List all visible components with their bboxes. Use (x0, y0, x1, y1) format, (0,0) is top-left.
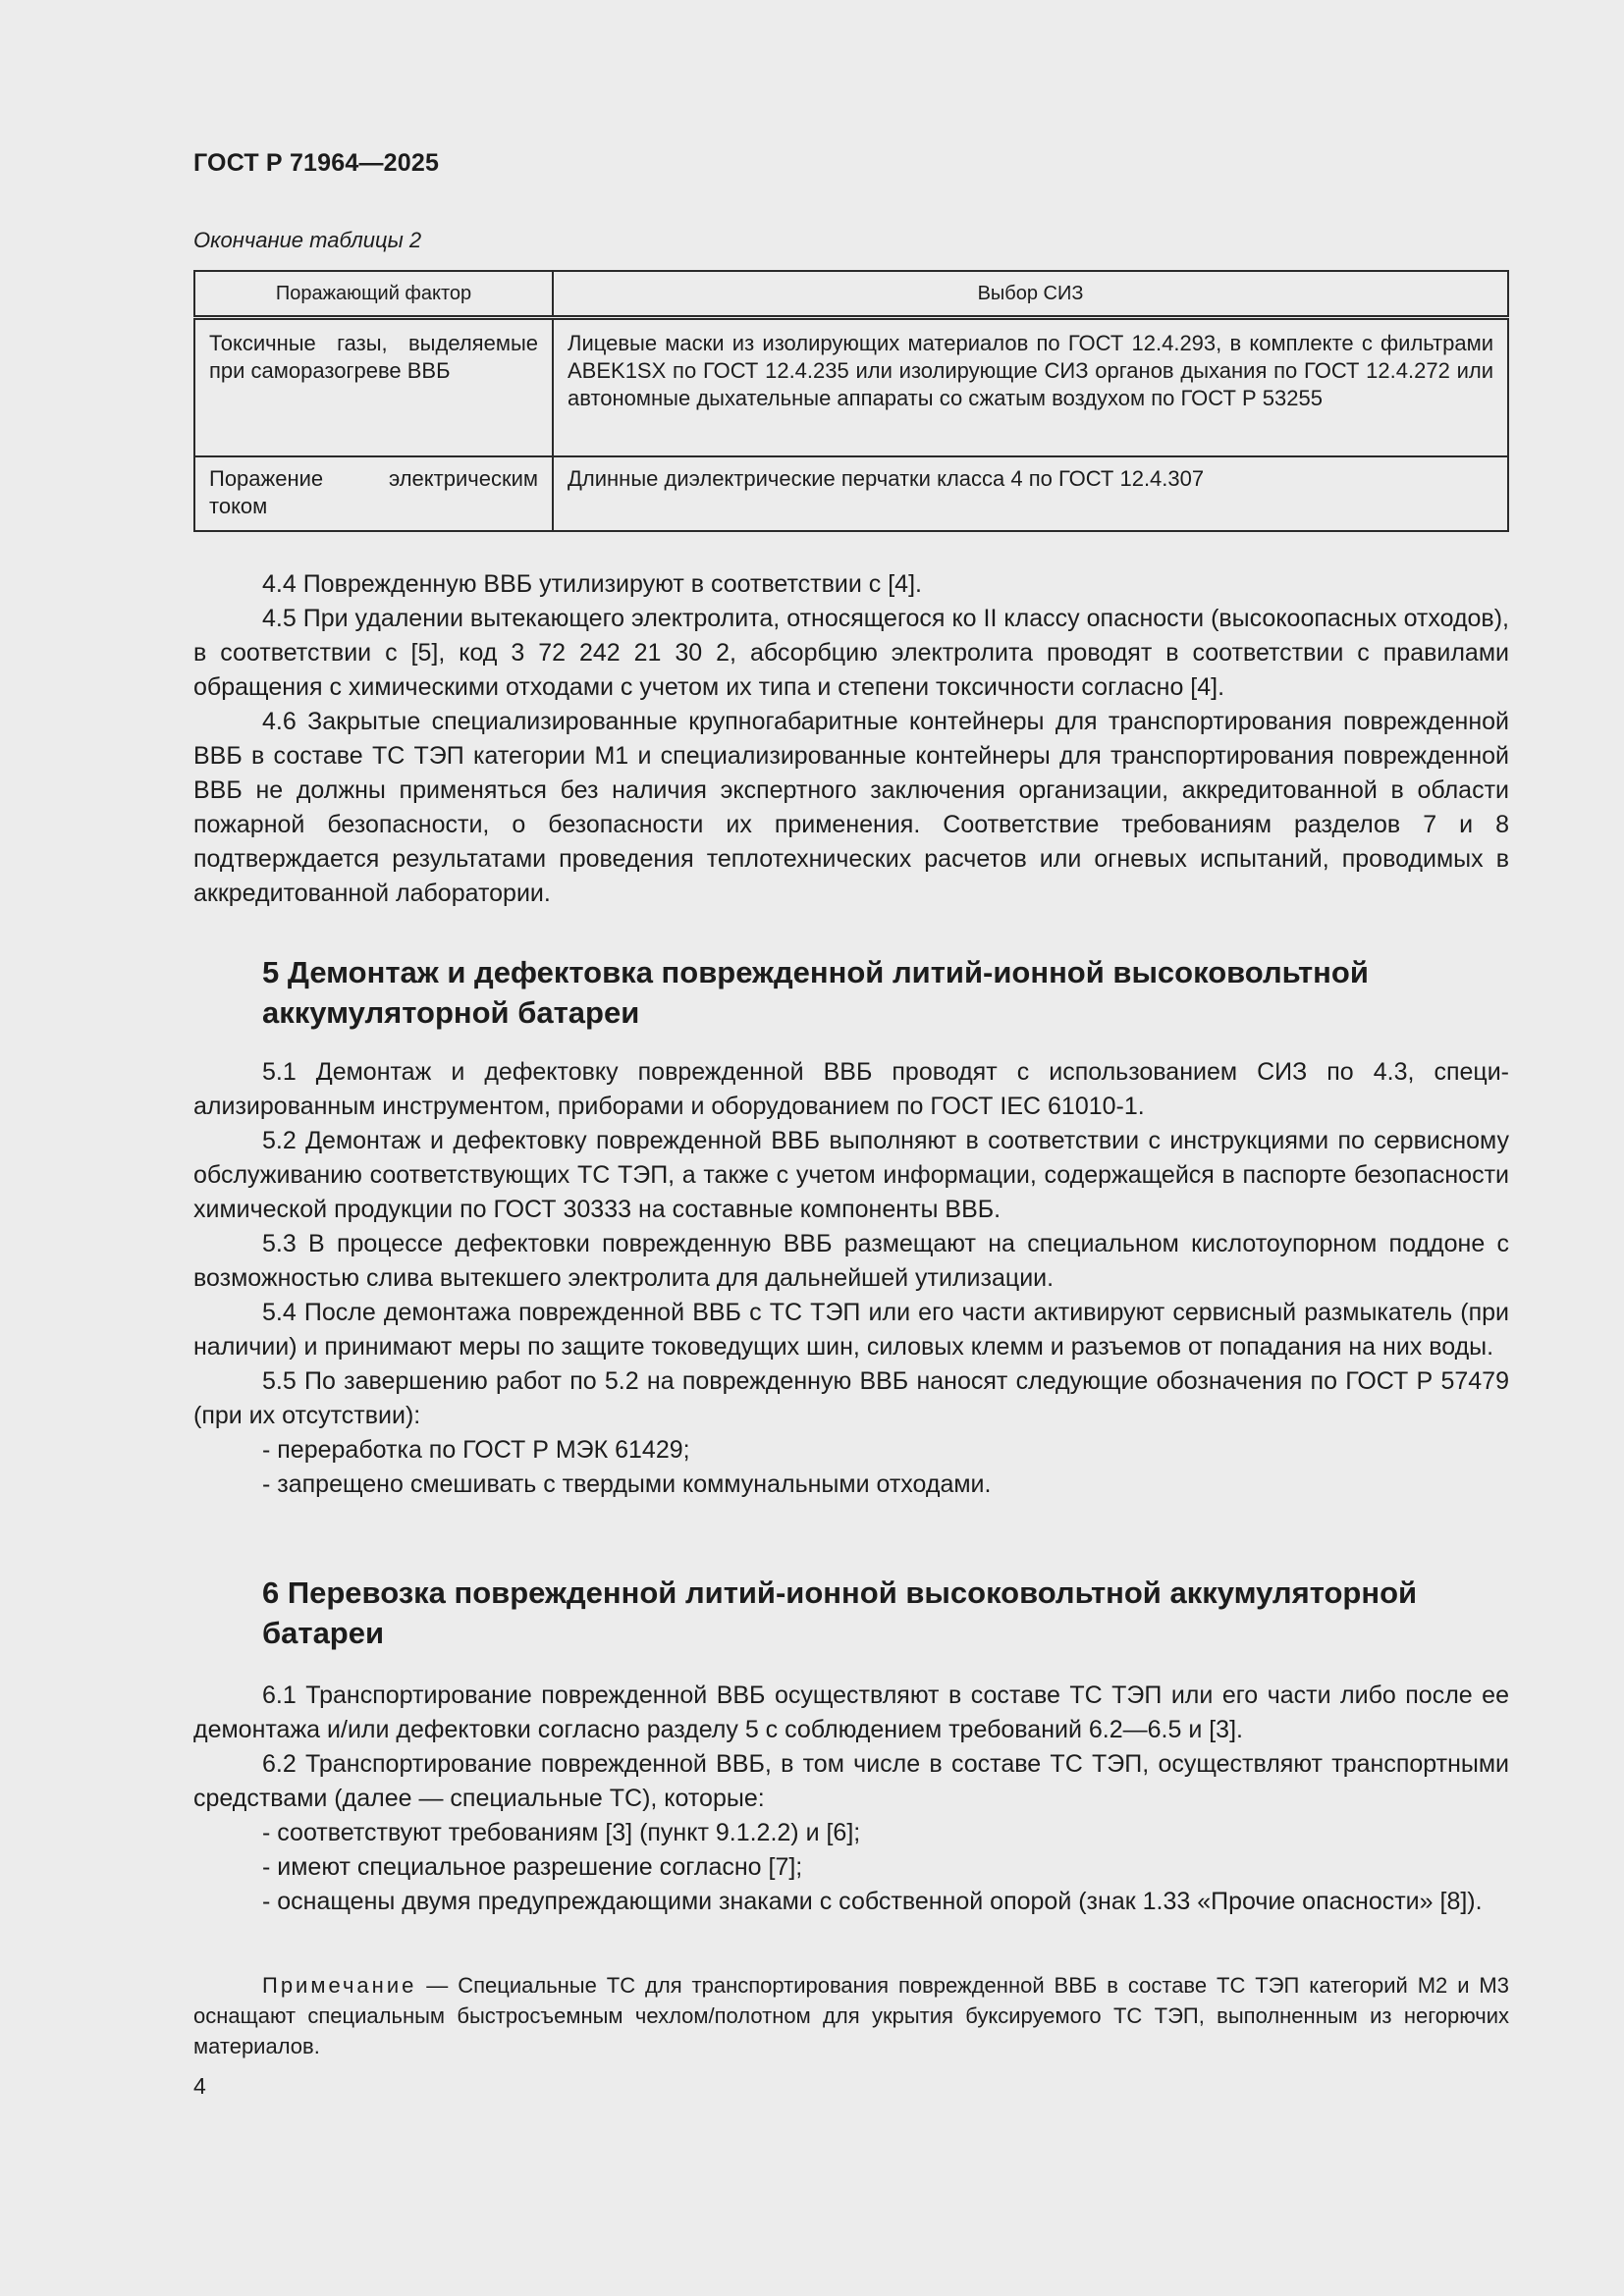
paragraph-6-2: 6.2 Транспортирование поврежденной ВВБ, в том числе в составе ТС ТЭП, осуществляют транспортными средствами (далее — специальные ТС), которые: (193, 1750, 1509, 1812)
table-cell-factor: Токсичные газы, выделяемые при саморазогреве ВВБ (194, 318, 553, 457)
list-item: - соответствуют требованиям [3] (пункт 9.1.2.2) и [6]; (262, 1819, 861, 1846)
paragraph-4-4: 4.4 Поврежденную ВВБ утилизируют в соответствии с [4]. (262, 570, 922, 598)
paragraph-5-3: 5.3 В процессе дефектовки поврежденную ВВБ размещают на специальном кислотоупорном поддоне с возможностью слива вытекшего электролита для дальнейшей утилизации. (193, 1230, 1509, 1292)
document-id-header: ГОСТ Р 71964—2025 (193, 149, 440, 177)
paragraph-5-1: 5.1 Демонтаж и дефектовку поврежденной ВВБ проводят с использованием СИЗ по 4.3, специализированным инструментом, приборами и оборудованием по ГОСТ IEC 61010-1. (193, 1058, 1509, 1120)
note-text: — Специальные ТС для транспортирования поврежденной ВВБ в составе ТС ТЭП категорий М2 и М3 оснащают специальным быстросъемным чехлом/полотном для укрытия буксируемого ТС ТЭП, выполненным из негорючих материалов. (193, 1973, 1509, 2058)
paragraph-5-4: 5.4 После демонтажа поврежденной ВВБ с ТС ТЭП или его части активируют сервисный размыкатель (при наличии) и принимают меры по защите токоведущих шин, силовых клемм и разъемов от попадания на них воды. (193, 1299, 1509, 1361)
list-item: - переработка по ГОСТ Р МЭК 61429; (262, 1436, 690, 1464)
table-caption: Окончание таблицы 2 (193, 228, 422, 252)
ppe-table (193, 270, 1509, 532)
page-number: 4 (193, 2073, 206, 2099)
table-cell-choice: Длинные диэлектрические перчатки класса 4 по ГОСТ 12.4.307 (553, 456, 1508, 531)
table-row (194, 318, 1508, 457)
paragraph-4-5: 4.5 При удалении вытекающего электролита, относящегося ко II классу опасности (высокоопасных отходов), в соответствии с [5], код 3 72 242 21 30 2, абсорбцию электролита проводят в соответствии с правилами обращения с химическими отходами с учетом их типа и степени токсичности согласно [4]. (193, 605, 1509, 701)
paragraph-4-6: 4.6 Закрытые специализированные крупногабаритные контейнеры для транспортирования поврежденной ВВБ в составе ТС ТЭП категории М1 и специализированные контейнеры для транспортирования поврежденной ВВБ не должны применяться без наличия экспертного заключения организации, аккредитованной в области пожарной безопасности, о безопасности их применения. Соответствие требованиям разделов 7 и 8 подтверждается результатами проведения теплотехнических расчетов или огневых испытаний, проводимых в аккредитованной лаборатории. (193, 708, 1509, 907)
paragraph-6-1: 6.1 Транспортирование поврежденной ВВБ осуществляют в составе ТС ТЭП или его части либо после ее демонтажа и/или дефектовки согласно разделу 5 с соблюдением требований 6.2—6.5 и [3]. (193, 1682, 1509, 1743)
note (193, 1970, 1509, 2061)
note-label: Примечание (262, 1973, 417, 1998)
table-cell-factor: Поражение электрическим током (194, 456, 553, 531)
table-header-row (194, 271, 1508, 318)
section-6-paragraphs (193, 1679, 1509, 1919)
section-5-title: 5 Демонтаж и дефектовка поврежденной литий-ионной высоковольтной аккумуляторной батареи (262, 955, 1369, 1030)
section-5-paragraphs (193, 1055, 1509, 1502)
column-header-factor: Поражающий фактор (194, 271, 553, 318)
list-item: - имеют специальное разрешение согласно [7]; (262, 1853, 803, 1881)
table-row (194, 456, 1508, 531)
paragraph-5-5: 5.5 По завершению работ по 5.2 на поврежденную ВВБ наносят следующие обозначения по ГОСТ Р 57479 (при их отсутствии): (193, 1367, 1509, 1429)
list-item: - оснащены двумя предупреждающими знаками с собственной опорой (знак 1.33 «Прочие опасности» [8]). (262, 1888, 1483, 1915)
section-4-paragraphs (193, 567, 1509, 911)
table-cell-choice: Лицевые маски из изолирующих материалов по ГОСТ 12.4.293, в комплекте с фильтрами ABEK1SX по ГОСТ 12.4.235 или изолирующие СИЗ органов дыхания по ГОСТ 12.4.272 или автономные дыхательные аппараты со сжатым воздухом по ГОСТ Р 53255 (553, 318, 1508, 457)
column-header-ppe-choice: Выбор СИЗ (553, 271, 1508, 318)
section-6-title: 6 Перевозка поврежденной литий-ионной высоковольтной аккумуляторной батареи (262, 1575, 1418, 1650)
paragraph-5-2: 5.2 Демонтаж и дефектовку поврежденной ВВБ выполняют в соответствии с инструкциями по сервисному обслуживанию соответствующих ТС ТЭП, а также с учетом информации, содержащейся в паспорте безопасности химической продукции по ГОСТ 30333 на составные компоненты ВВБ. (193, 1127, 1509, 1223)
list-item: - запрещено смешивать с твердыми коммунальными отходами. (262, 1470, 992, 1498)
